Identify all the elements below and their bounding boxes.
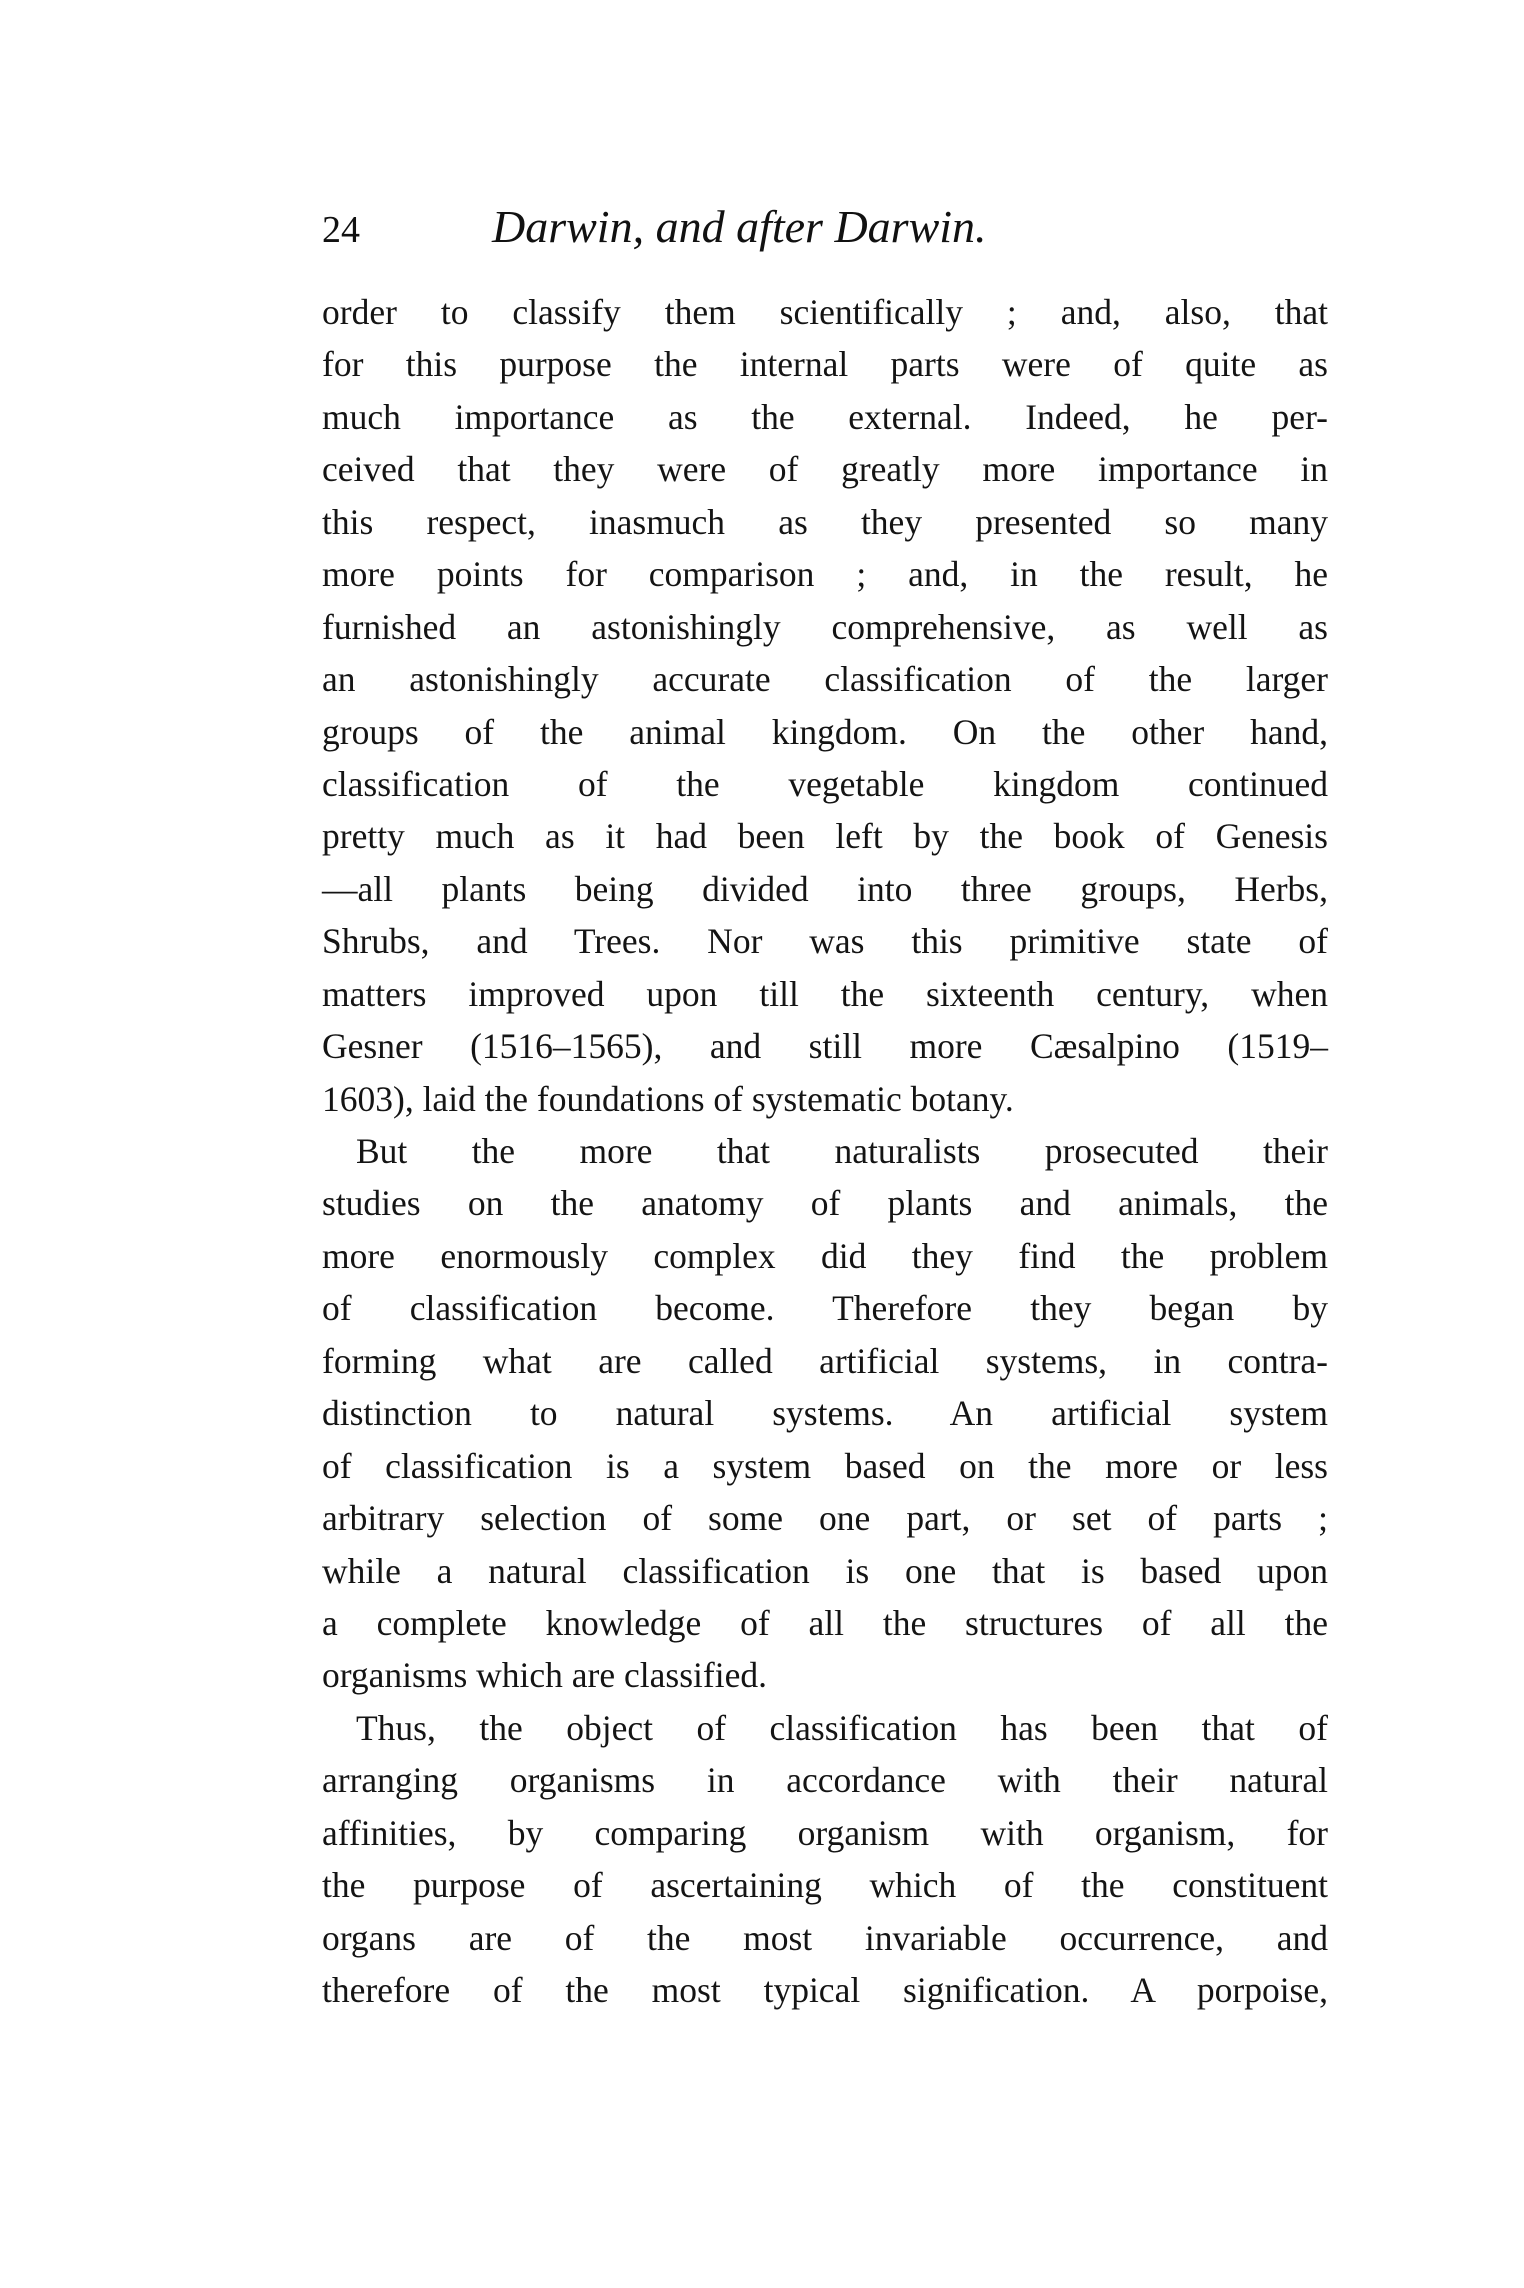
text-line: affinities, by comparing organism with organism, for — [322, 1812, 1328, 1853]
text-line: Shrubs, and Trees. Nor was this primitive state of — [322, 921, 1328, 962]
text-line: therefore of the most typical signification. A porpoise, — [322, 1970, 1328, 2010]
text-line: for this purpose the internal parts were of quite as — [322, 344, 1328, 385]
text-line: But the more that naturalists prosecuted their — [356, 1131, 1328, 1171]
text-line: Gesner (1516–1565), and still more Cæsalpino (1519– — [322, 1026, 1328, 1067]
text-line: much importance as the external. Indeed, he per- — [322, 396, 1328, 437]
text-line: ceived that they were of greatly more importance in — [322, 449, 1328, 490]
text-line: order to classify them scientifically ; and, also, that — [322, 292, 1328, 332]
text-line: this respect, inasmuch as they presented so many — [322, 501, 1328, 542]
text-line: classification of the vegetable kingdom continued — [322, 763, 1328, 804]
text-line: matters improved upon till the sixteenth century, when — [322, 973, 1328, 1014]
text-line: more points for comparison ; and, in the result, he — [322, 554, 1328, 595]
text-line: arbitrary selection of some one part, or set of parts ; — [322, 1498, 1328, 1539]
text-line: distinction to natural systems. An artificial system — [322, 1393, 1328, 1434]
text-line: of classification is a system based on the more or less — [322, 1445, 1328, 1486]
text-line: a complete knowledge of all the structures of all the — [322, 1602, 1328, 1643]
text-line: —all plants being divided into three groups, Herbs, — [322, 868, 1328, 909]
text-line: an astonishingly accurate classification of the larger — [322, 659, 1328, 700]
text-line: organisms which are classified. — [322, 1655, 767, 1696]
text-line: 1603), laid the foundations of systematic botany. — [322, 1078, 1014, 1119]
text-line: the purpose of ascertaining which of the constituent — [322, 1865, 1328, 1906]
text-line: more enormously complex did they find the problem — [322, 1235, 1328, 1276]
text-line: studies on the anatomy of plants and animals, the — [322, 1183, 1328, 1224]
text-line: forming what are called artificial systems, in contra- — [322, 1340, 1328, 1381]
text-line: furnished an astonishingly comprehensive, as well as — [322, 606, 1328, 647]
text-line: organs are of the most invariable occurrence, and — [322, 1917, 1328, 1958]
text-line: of classification become. Therefore they began by — [322, 1288, 1328, 1329]
text-line: pretty much as it had been left by the book of Genesis — [322, 816, 1328, 857]
text-line: while a natural classification is one that is based upon — [322, 1550, 1328, 1591]
text-line: Thus, the object of classification has been that of — [356, 1707, 1328, 1748]
body-text — [322, 286, 1328, 2016]
text-line: groups of the animal kingdom. On the other hand, — [322, 711, 1328, 752]
running-title: Darwin, and after Darwin. — [492, 201, 987, 252]
page-number: 24 — [322, 209, 360, 251]
text-line: arranging organisms in accordance with their natural — [322, 1760, 1328, 1801]
running-header — [322, 200, 1328, 270]
